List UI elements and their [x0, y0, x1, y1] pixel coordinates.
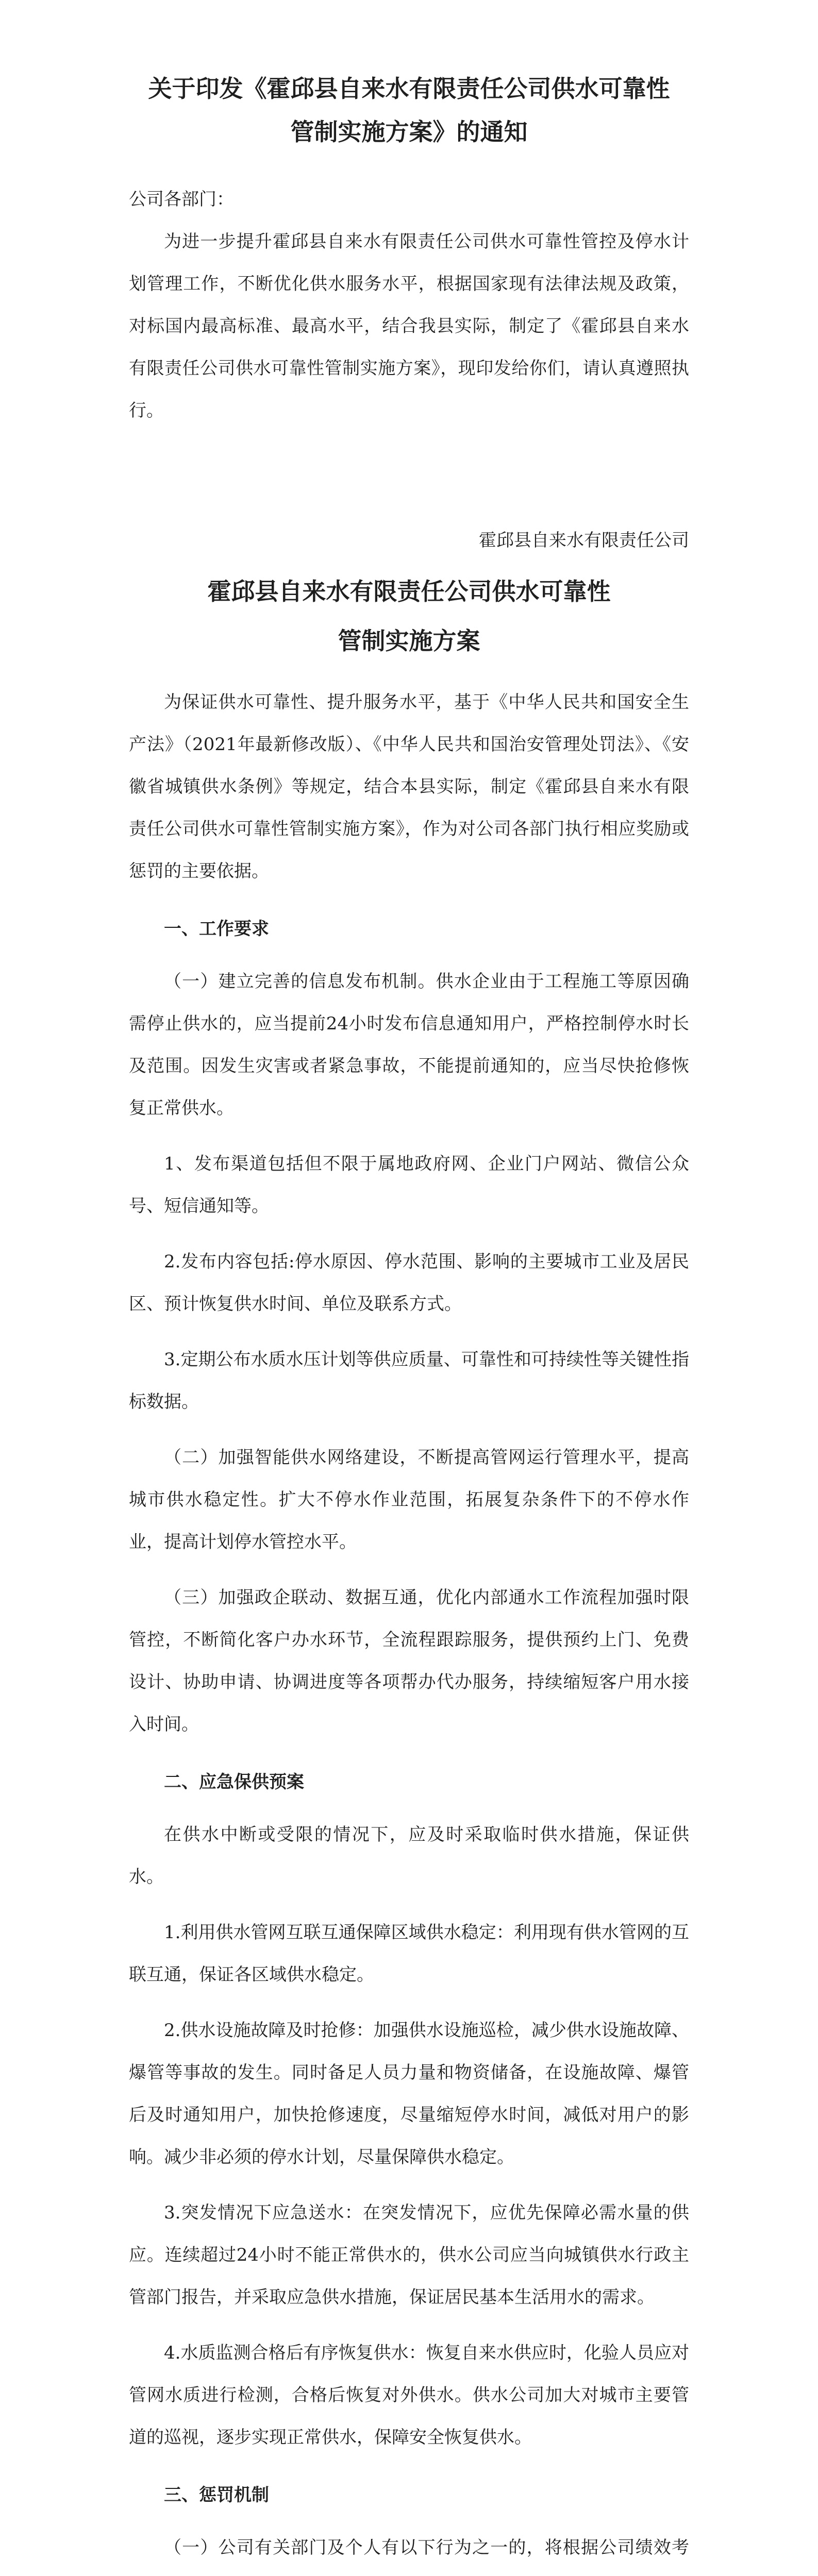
plan-title-line-2: 管制实施方案 [338, 627, 480, 655]
notice-title [129, 67, 689, 154]
requirements-item-1: （一）建立完善的信息发布机制。供水企业由于工程施工等原因确需停止供水的，应当提前24小时发布信息通知用户，严格控制停水时长及范围。因发生灾害或者紧急事故，不能提前通知的，应当尽快抢修恢复正常供水。 [129, 971, 689, 1118]
notice-signature: 霍邱县自来水有限责任公司 [479, 530, 689, 551]
notice-body: 为进一步提升霍邱县自来水有限责任公司供水可靠性管控及停水计划管理工作，不断优化供水服务水平，根据国家现有法律法规及政策，对标国内最高标准、最高水平，结合我县实际，制定了《霍邱县自来水有限责任公司供水可靠性管制实施方案》，现印发给你们，请认真遵照执行。 [129, 231, 689, 421]
requirements-item-6: （三）加强政企联动、数据互通，优化内部通水工作流程加强时限管控，不断简化客户办水环节，全流程跟踪服务，提供预约上门、免费设计、协助申请、协调进度等各项帮办代办服务，持续缩短客户用水接入时间。 [129, 1587, 689, 1735]
notice-title-line-1: 关于印发《霍邱县自来水有限责任公司供水可靠性 [148, 75, 670, 103]
notice-title-line-2: 管制实施方案》的通知 [290, 118, 528, 146]
plan-intro: 为保证供水可靠性、提升服务水平，基于《中华人民共和国安全生产法》（2021年最新修改版）、《中华人民共和国治安管理处罚法》、《安徽省城镇供水条例》等规定，结合本县实际，制定《霍邱县自来水有限责任公司供水可靠性管制实施方案》，作为对公司各部门执行相应奖励或惩罚的主要依据。 [129, 692, 689, 882]
requirements-item-4: 3.定期公布水质水压计划等供应质量、可靠性和可持续性等关键性指标数据。 [129, 1349, 689, 1412]
requirements-item-2: 1、发布渠道包括但不限于属地政府网、企业门户网站、微信公众号、短信通知等。 [129, 1154, 689, 1216]
plan-title-line-1: 霍邱县自来水有限责任公司供水可靠性 [207, 578, 611, 605]
section-heading-emergency: 二、应急保供预案 [164, 1772, 304, 1792]
emergency-item-2: 1.利用供水管网互联互通保障区域供水稳定：利用现有供水管网的互联互通，保证各区域供水稳定。 [129, 1922, 689, 1985]
penalty-item-1: （一）公司有关部门及个人有以下行为之一的，将根据公司绩效考 [164, 2537, 689, 2558]
emergency-item-3: 2.供水设施故障及时抢修：加强供水设施巡检，减少供水设施故障、爆管等事故的发生。同时备足人员力量和物资储备，在设施故障、爆管后及时通知用户，加快抢修速度，尽量缩短停水时间，减低对用户的影响。减少非必须的停水计划，尽量保障供水稳定。 [129, 2020, 689, 2167]
plan-title [129, 567, 689, 666]
emergency-item-5: 4.水质监测合格后有序恢复供水：恢复自来水供应时，化验人员应对管网水质进行检测，合格后恢复对外供水。供水公司加大对城市主要管道的巡视，逐步实现正常供水，保障安全恢复供水。 [129, 2343, 689, 2448]
emergency-item-1: 在供水中断或受限的情况下，应及时采取临时供水措施，保证供水。 [129, 1824, 689, 1887]
requirements-item-3: 2.发布内容包括:停水原因、停水范围、影响的主要城市工业及居民区、预计恢复供水时间、单位及联系方式。 [129, 1251, 689, 1314]
notice-salutation: 公司各部门： [129, 189, 234, 210]
section-heading-requirements: 一、工作要求 [164, 919, 269, 939]
section-heading-penalty: 三、惩罚机制 [164, 2485, 269, 2505]
emergency-item-4: 3.突发情况下应急送水：在突发情况下，应优先保障必需水量的供应。连续超过24小时不能正常供水的，供水公司应当向城镇供水行政主管部门报告，并采取应急供水措施，保证居民基本生活用水的需求。 [129, 2202, 689, 2308]
requirements-item-5: （二）加强智能供水网络建设，不断提高管网运行管理水平，提高城市供水稳定性。扩大不停水作业范围，拓展复杂条件下的不停水作业，提高计划停水管控水平。 [129, 1447, 689, 1552]
